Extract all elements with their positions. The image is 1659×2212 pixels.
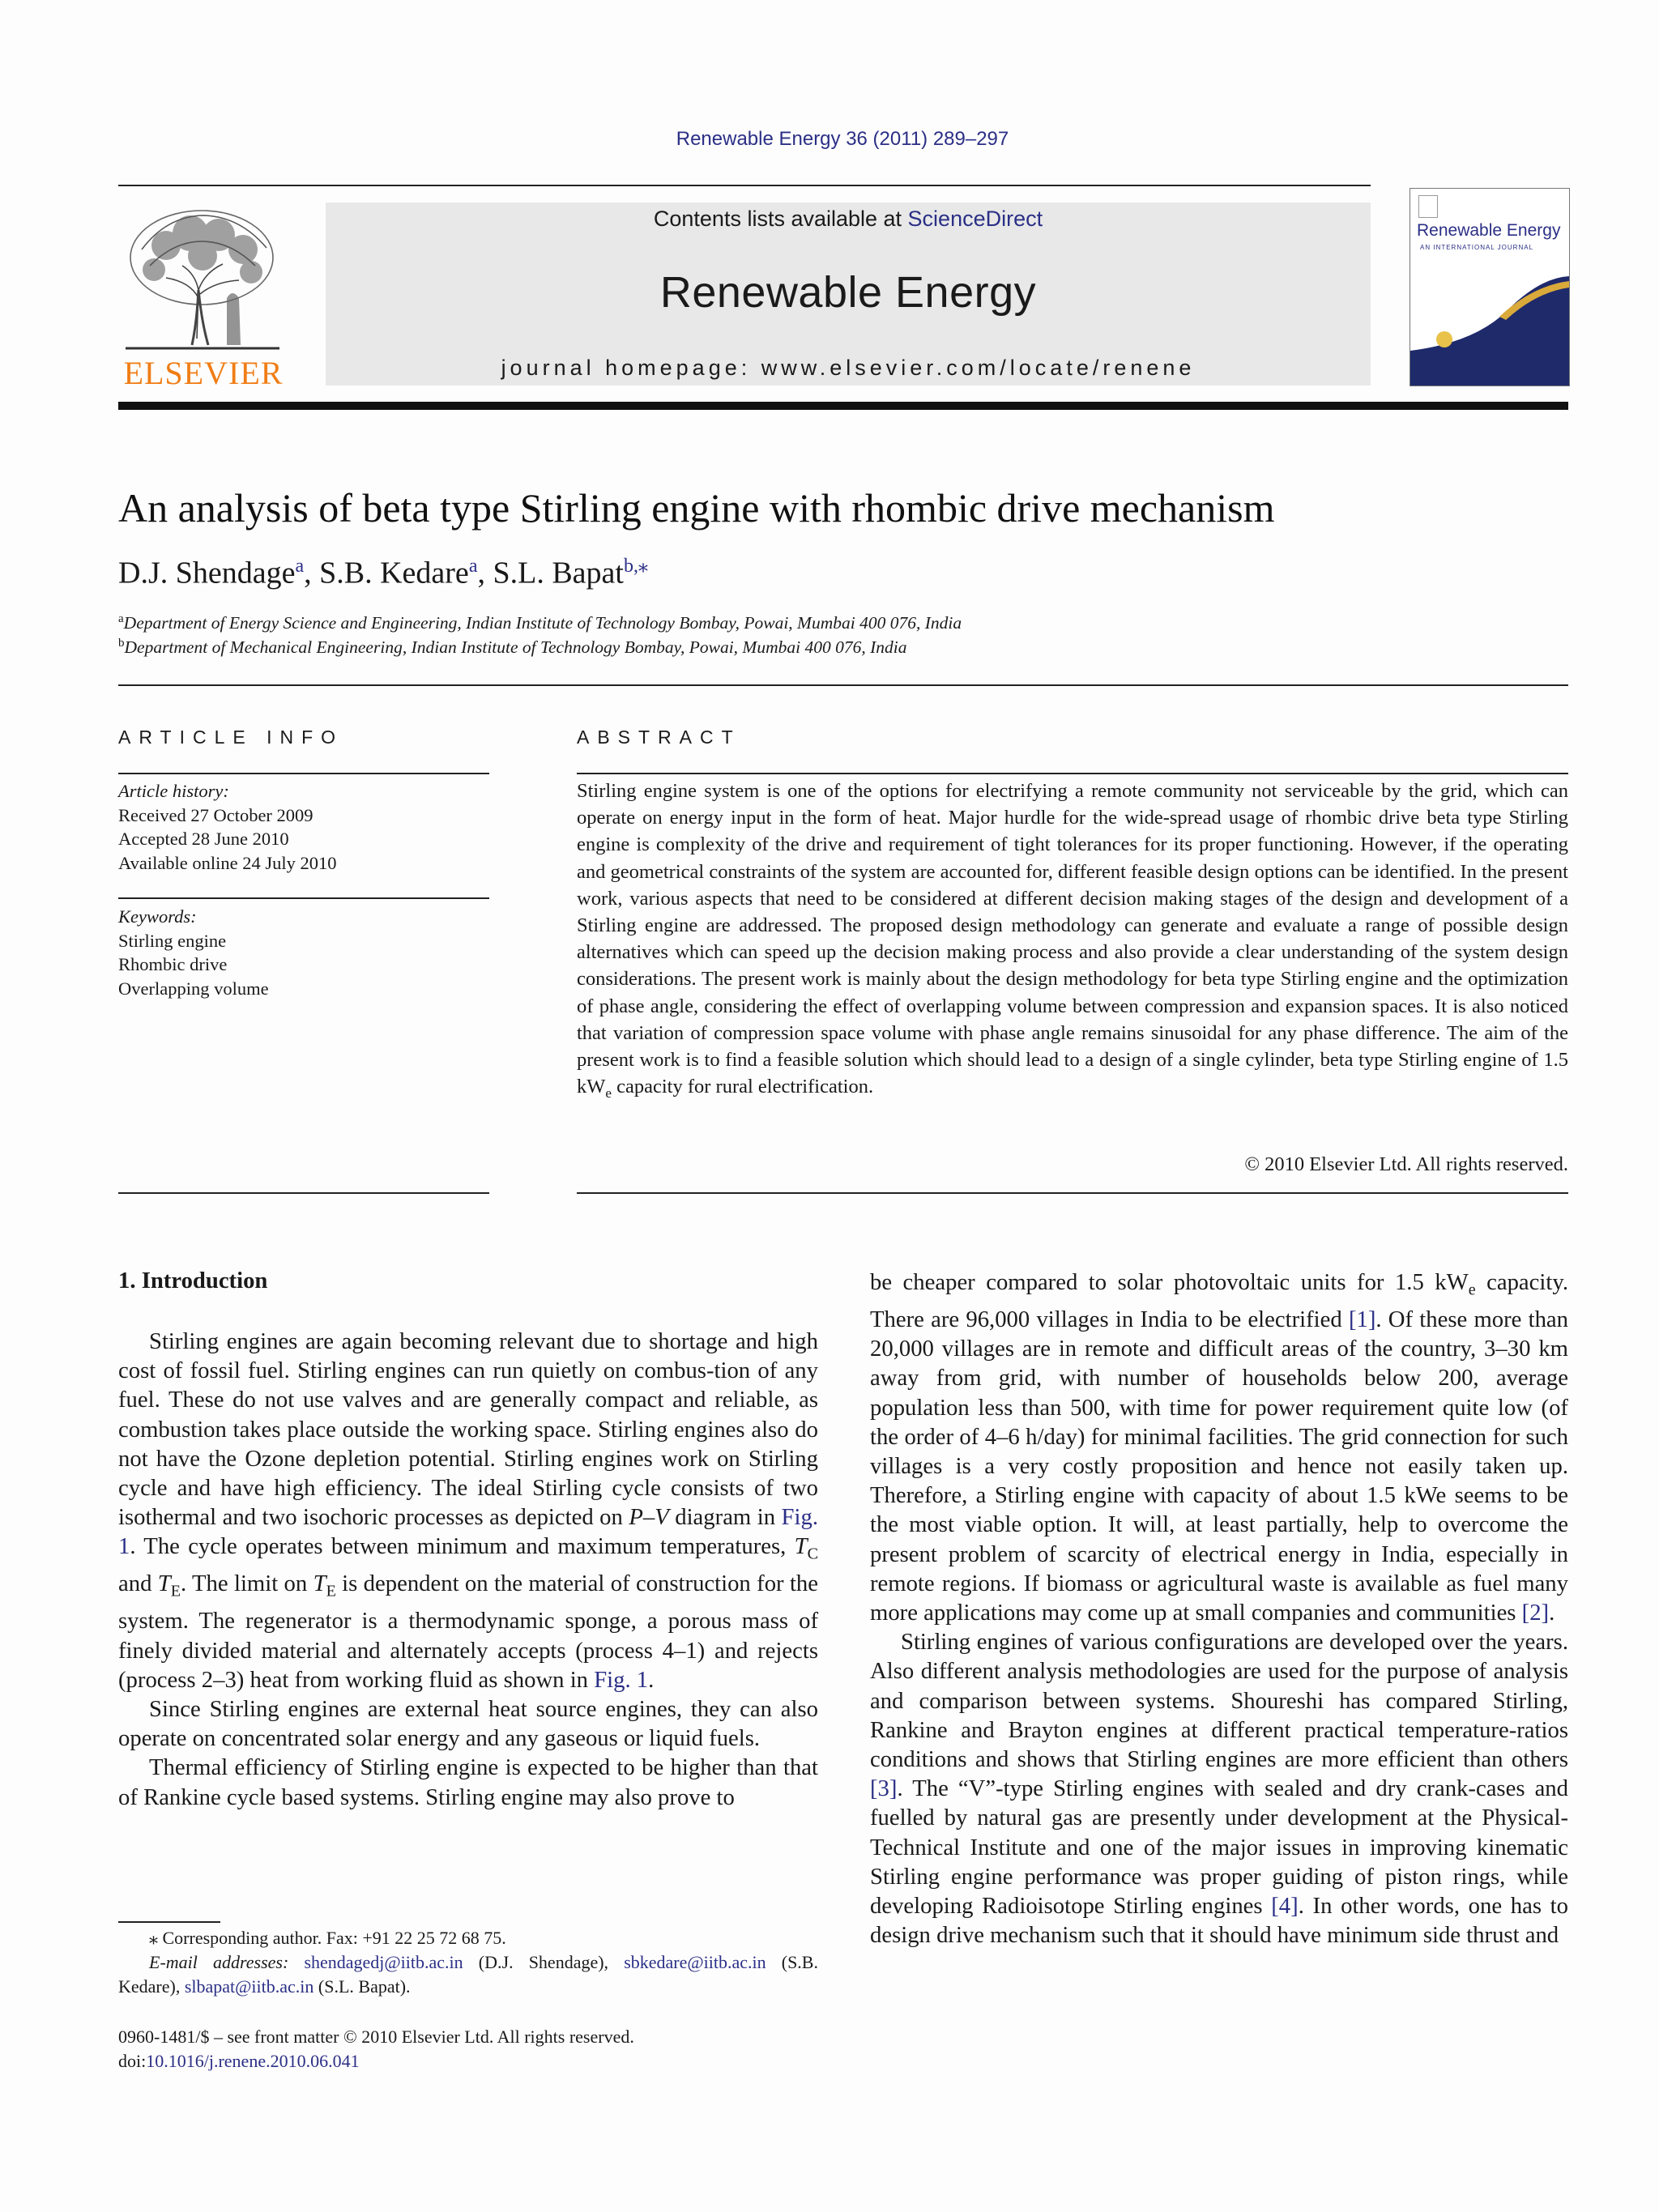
paragraph: Thermal efficiency of Stirling engine is expected to be higher than that of Rankine cycle based systems. Stirling engine may also prove to — [118, 1754, 818, 1810]
author-affiliation-mark[interactable]: b,⁎ — [623, 556, 648, 577]
footnote-rule — [118, 1921, 220, 1923]
history-label: Article history: — [118, 781, 229, 801]
body-column-right — [870, 1268, 1568, 1950]
figure-link[interactable]: Fig. 1 — [594, 1666, 649, 1693]
email-addresses: E-mail addresses: shendagedj@iitb.ac.in (D.J. Shendage), sbkedare@iitb.ac.in (S.B. Kedare), slbapat@iitb.ac.in (S.L. Bapat). — [118, 1952, 818, 1997]
paragraph: be cheaper compared to solar photovoltaic units for 1.5 $kW_e$ capacity. There are 96,000 villages in India to be electrified [1]. Of these more than 20,000 villages are in remote and difficult areas of the country, 3–30 km away from grid, with number of households below 200, average population less than 500, with time for power requirement quite low (of the order of 4–6 h/day) for minimal facilities. The grid connection for such villages is a very costly proposition and hence not easily taken up. Therefore, a Stirling engine with capacity of about 1.5 kWe seems to be the most viable option. It will, at least partially, help to overcome the present problem of scarcity of electrical energy in India, especially in remote regions. If biomass or agricultural waste is available as fuel many more applications may come up at small companies and communities [2]. — [870, 1269, 1568, 1626]
issn-line: 0960-1481/$ – see front matter © 2010 Elsevier Ltd. All rights reserved. — [118, 2027, 634, 2047]
author-affiliation-mark[interactable]: a — [468, 556, 478, 577]
divider — [118, 773, 489, 774]
abstract-text: Stirling engine system is one of the options for electrifying a remote community not serviceable by the grid, which can operate on energy input in the form of heat. Major hurdle for the wide-spread usage of rhombic drive beta type Stirling engine is complexity of the drive and requirement of tight tolerances for its proper functioning. However, if the operating and geometrical constraints of the system are accounted for, different feasible design options can be identified. In the present work, various aspects that need to be considered at different decision making stages of the design and development of a Stirling engine are addressed. The proposed design methodology can generate and evaluate a range of possible design alternatives which can speed up the decision making process and also provide a clear understanding of the system design considerations. The present work is mainly about the design methodology for beta type Stirling engine and the optimization of phase angle, considering the effect of overlapping volume between compression and expansion spaces. It is also noticed that variation of compression space volume with phase angle remains sinusoidal for any phase difference. The aim of the present work is to find a feasible solution which should lead to a design of a single cylinder, beta type Stirling engine of 1.5 $kW_e$ capacity for rural electrification. — [577, 780, 1568, 1102]
journal-cover-image — [1410, 188, 1570, 386]
author-affiliation-mark[interactable]: a — [295, 556, 305, 577]
keywords-label: Keywords: — [118, 906, 197, 927]
reference-link[interactable]: [4] — [1271, 1893, 1299, 1919]
article-info-heading: ARTICLE INFO — [118, 727, 344, 748]
reference-link[interactable]: [2] — [1521, 1599, 1550, 1626]
paper-title: An analysis of beta type Stirling engine with rhombic drive mechanism — [118, 485, 1275, 531]
elsevier-logo — [117, 201, 289, 392]
author-name[interactable]: S.L. Bapat — [493, 556, 624, 590]
journal-homepage[interactable]: journal homepage: www.elsevier.com/locate/renene — [501, 356, 1196, 380]
body-column-left — [118, 1327, 818, 1812]
contents-line: Contents lists available at ScienceDirect — [653, 207, 1043, 231]
paragraph: Stirling engines of various configurations are developed over the years. Also different analysis methodologies are used for the purpose of analysis and comparison between systems. Shoureshi has compared Stirling, Rankine and Brayton engines at different practical temperature-ratios conditions and shows that Stirling engines are more efficient than others [3]. The “V”-type Stirling engines with sealed and dry crank-cases and fuelled by natural gas are presently under development at the Physical-Technical Institute and one of the major issues in improving kinematic Stirling engine performance was proper guiding of piston rings, while developing Radioisotope Stirling engines [4]. In other words, one has to design drive mechanism such that it should have minimum side thrust and — [870, 1629, 1568, 1949]
keyword[interactable]: Overlapping volume — [118, 978, 269, 999]
divider — [118, 684, 1568, 686]
doi-link[interactable]: 10.1016/j.renene.2010.06.041 — [146, 2051, 360, 2071]
affiliation: $^b$Department of Mechanical Engineering, Indian Institute of Technology Bombay, Powai, Mumbai 400 076, India — [118, 637, 907, 658]
cover-wave-icon — [1410, 189, 1569, 386]
divider — [118, 1192, 489, 1194]
divider — [577, 1192, 1568, 1194]
tree-emblem-icon — [117, 201, 289, 355]
history-accepted: Accepted 28 June 2010 — [118, 829, 289, 849]
top-rule — [118, 185, 1371, 186]
elsevier-wordmark: ELSEVIER — [123, 355, 284, 391]
reference-link[interactable]: [3] — [870, 1775, 898, 1802]
abstract-heading: ABSTRACT — [577, 727, 741, 748]
paragraph: Stirling engines are again becoming relevant due to shortage and high cost of fossil fuel. Stirling engines can run quietly on combus-tion of any fuel. These do not use valves and are generally compact and reliable, as combustion takes place outside the working space. Stirling engines also do not have the Ozone depletion potential. Stirling engines work on Stirling cycle and have high efficiency. The ideal Stirling cycle consists of two isothermal and two isochoric processes as depicted on P–V diagram in Fig. 1. The cycle operates between minimum and maximum temperatures, $T_C$ and $T_E$. The limit on $T_E$ is dependent on the material of construction for the system. The regenerator is a thermodynamic sponge, a porous mass of finely divided material and alternately accepts (process 4–1) and rejects (process 2–3) heat from working fluid as shown in Fig. 1. — [118, 1328, 818, 1693]
corresponding-author-note: ⁎ Corresponding author. Fax: +91 22 25 72 68 75. E-mail addresses: shendagedj@iitb.ac.in (D.J. Shendage), sbkedare@iitb.ac.in (S.B. Kedare), slbapat@iitb.ac.in (S.L. Bapat). — [118, 1926, 818, 1999]
paragraph: Since Stirling engines are external heat source engines, they can also operate on concentrated solar energy and any gaseous or liquid fuels. — [118, 1695, 818, 1752]
section-heading: 1. Introduction — [118, 1268, 268, 1294]
history-received: Received 27 October 2009 — [118, 804, 313, 825]
email-link[interactable]: slbapat@iitb.ac.in — [184, 1976, 314, 1997]
journal-title: Renewable Energy — [659, 268, 1037, 317]
journal-citation[interactable]: Renewable Energy 36 (2011) 289–297 — [676, 128, 1009, 150]
abstract-copyright: © 2010 Elsevier Ltd. All rights reserved. — [1244, 1153, 1568, 1175]
history-online: Available online 24 July 2010 — [118, 852, 337, 873]
cover-title: Renewable Energy — [1417, 221, 1561, 240]
divider — [577, 773, 1568, 774]
masthead-thick-rule — [118, 402, 1568, 410]
author-list: D.J. Shendage$^a$, S.B. Kedare$^a$, S.L. Bapat$^{b,⁎}$ — [118, 556, 648, 590]
divider — [118, 897, 489, 899]
figure-link[interactable]: Fig. 1 — [118, 1504, 818, 1560]
article-history — [118, 779, 489, 875]
sciencedirect-link[interactable]: ScienceDirect — [907, 207, 1043, 231]
author-name[interactable]: D.J. Shendage — [118, 556, 296, 590]
email-link[interactable]: sbkedare@iitb.ac.in — [624, 1952, 766, 1972]
email-link[interactable]: shendagedj@iitb.ac.in — [304, 1952, 463, 1972]
author-name[interactable]: S.B. Kedare — [319, 556, 469, 590]
keywords — [118, 905, 489, 1000]
keyword[interactable]: Rhombic drive — [118, 954, 228, 974]
reference-link[interactable]: [1] — [1348, 1306, 1376, 1332]
front-matter — [118, 2025, 634, 2073]
keyword[interactable]: Stirling engine — [118, 930, 227, 951]
cover-subtitle: AN INTERNATIONAL JOURNAL — [1420, 244, 1534, 251]
affiliation: $^a$Department of Energy Science and Engineering, Indian Institute of Technology Bombay, Powai, Mumbai 400 076, India — [118, 612, 962, 633]
journal-banner — [326, 202, 1371, 386]
doi-line: doi:10.1016/j.renene.2010.06.041 — [118, 2051, 360, 2071]
